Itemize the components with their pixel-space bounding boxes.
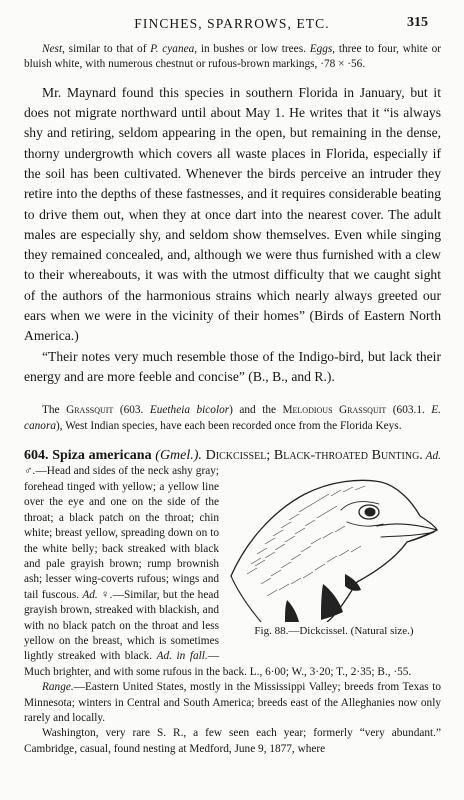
page-header xyxy=(0,14,464,36)
page-body xyxy=(24,42,441,757)
washington-paragraph: Washington, very rare S. R., a few seen each year; formerly “very abundant.” Cambridge, casual, found nesting at Medford, June 9, 1877, where xyxy=(24,727,441,755)
page-number: 315 xyxy=(407,15,428,30)
dickcissel-head-illustration xyxy=(227,466,441,622)
nest-paragraph: Nest, similar to that of P. cyanea, in bushes or low trees. Eggs, three to four, white or bluish white, with numerous chestnut or rufous-brown markings, ·78 × ·56. xyxy=(24,43,441,71)
species-heading: 604. Spiza americana (Gmel.). Dickcissel; Black-throated Bunting. xyxy=(24,448,423,464)
notes-paragraph: “Their notes very much resemble those of the Indigo-bird, but lack their energy and are more feeble and concise” (B., B., and R.). xyxy=(24,348,441,384)
figure-caption: Fig. 88.—Dickcissel. (Natural size.) xyxy=(254,625,414,638)
grassquit-paragraph: The Grassquit (603. Euetheia bicolor) and the Melodious Grassquit (603.1. E. canora), West Indian species, have each been recorded once from the Florida Keys. xyxy=(24,404,442,432)
running-title: FINCHES, SPARROWS, ETC. xyxy=(134,16,330,31)
maynard-paragraph: Mr. Maynard found this species in southern Florida in January, but it does not migrate northward until about May 1. He writes that it “is always shy and retiring, seldom appearing in the open, but remaining in the dense, thorny undergrowth which covers all waste places in Florida, especially if the soil has been cultivated. Whenever the birds perceive an intruder they retire into the depths of these fastnesses, and it requires considerable beating to drive them out, when they at once dart into the nearest cover. The adult males are especially shy, and seldom show themselves. Even while singing they remained concealed, and, although we were thus furnished with a clew to their whereabouts, it was with the utmost difficulty that we caught sight of the authors of the harmonious strains which nearly always greeted our ears when we were in the vicinity of their homes” (Birds of Eastern North America.) xyxy=(24,84,441,344)
species-entry: 604. Spiza americana (Gmel.). Dickcissel; Black-throated Bunting. Fig. 88.—Dickcissel. (Natural size.) Ad. ♂.—Head and sides of the neck ashy gray; forehead tinged with yellow; a yellow line over the eye and one on the side of the throat; a black patch on the throat; chin white; breast yellow, spreading down on to the white belly; back streaked with black and pale grayish brown; rump brownish ash; lesser wing-coverts rufous; wings and tail fuscous. Ad. ♀.—Similar, but the head grayish brown, streaked with blackish, and with no black patch on the throat and less yellow on the breast, which is sometimes lightly streaked with black. Ad. in fall.—Much brighter, and with some rufous in the back. L., 6·00; W., 3·20; T., 2·35; B., ·55. xyxy=(24,448,441,678)
dickcissel-figure xyxy=(227,466,441,644)
range-paragraph: Range.—Eastern United States, mostly in the Mississippi Valley; breeds from Texas to Minnesota; winters in Central and South America; breeds east of the Alleghanies now only rarely and locally. xyxy=(24,681,441,724)
